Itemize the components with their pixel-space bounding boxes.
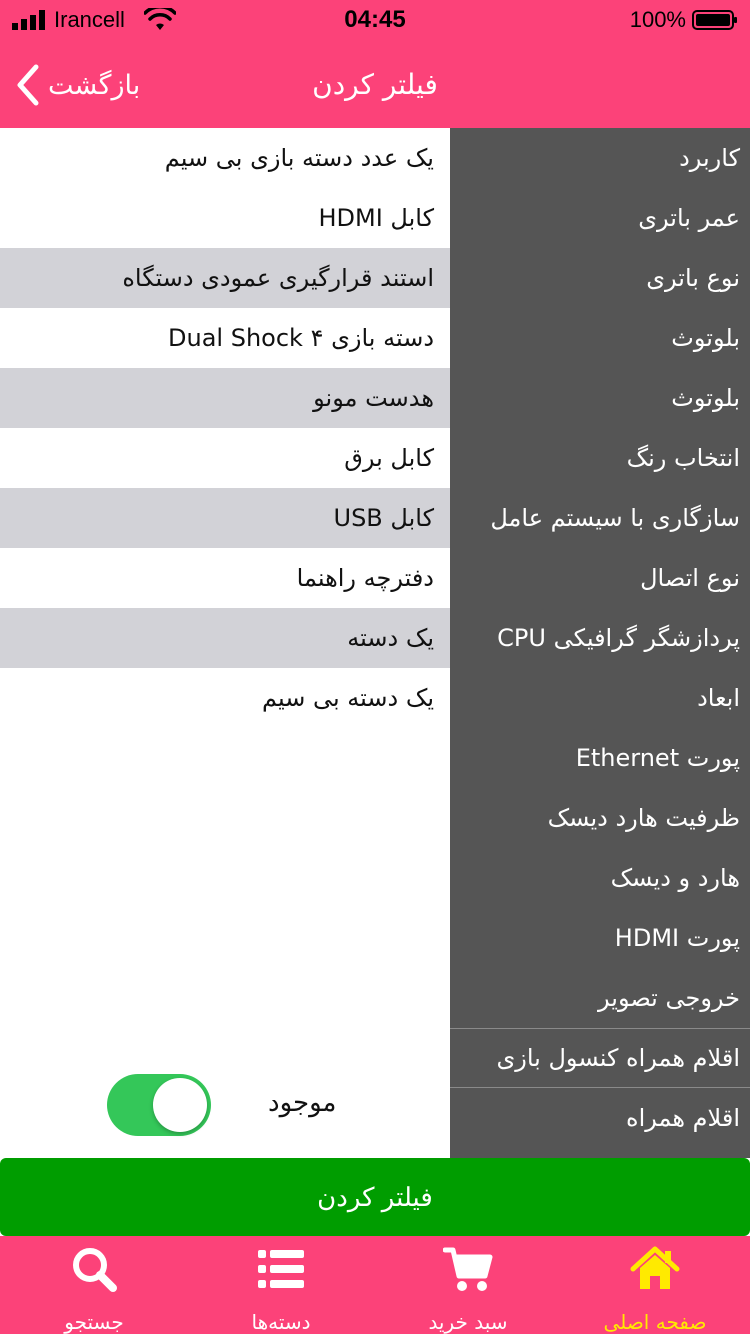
cart-icon [443,1244,493,1294]
battery-icon [692,10,738,30]
category-item[interactable]: نوع باتری [646,264,740,292]
tab-home[interactable] [561,1236,749,1334]
category-item[interactable]: کاربرد [679,144,740,172]
filter-value-item-selected[interactable]: هدست مونو [0,368,450,428]
category-item-active[interactable]: اقلام همراه کنسول بازی [450,1028,750,1088]
tab-label: سبد خرید [428,1310,508,1334]
category-item[interactable]: سازگاری با سیستم عامل [490,504,740,532]
back-label: بازگشت [48,69,141,101]
tab-search[interactable] [0,1236,188,1334]
status-time: 04:45 [344,6,406,33]
apply-filter-button[interactable]: فیلتر کردن [0,1158,750,1236]
availability-row [0,1068,450,1140]
home-icon [630,1244,680,1294]
tab-categories[interactable] [187,1236,375,1334]
carrier-name: Irancell [54,7,125,32]
availability-toggle[interactable] [107,1074,211,1136]
category-item[interactable]: پردازشگر گرافیکی CPU [497,624,740,652]
bottom-tab-bar [0,1236,750,1334]
tab-label: جستجو [64,1310,124,1334]
tab-label: دسته‌ها [251,1310,311,1334]
page-title: فیلتر کردن [312,68,438,101]
search-icon [69,1244,119,1294]
filter-value-item[interactable]: دفترچه راهنما [296,564,434,592]
filter-value-list [0,128,450,728]
filter-panel [0,128,750,1158]
toggle-knob [153,1078,207,1132]
filter-value-item[interactable]: یک دسته بی سیم [262,684,434,712]
filter-value-item[interactable]: دسته بازی ۴ Dual Shock [168,324,434,352]
filter-category-list [450,128,750,1158]
category-item[interactable]: بلوتوث [671,384,740,412]
category-item[interactable]: بلوتوث [671,324,740,352]
category-item[interactable]: عمر باتری [638,204,740,232]
battery-percent: 100% [629,7,686,32]
filter-value-item[interactable]: کابل HDMI [318,204,434,232]
filter-value-item[interactable]: کابل برق [344,444,434,472]
category-item[interactable]: خروجی تصویر [598,984,740,1012]
category-item[interactable]: ظرفیت هارد دیسک [547,804,740,832]
tab-cart[interactable] [374,1236,562,1334]
category-item[interactable]: اقلام همراه [626,1104,740,1132]
category-item[interactable]: پورت HDMI [614,924,740,952]
tab-label: صفحه اصلی [603,1310,707,1334]
filter-value-item[interactable]: یک عدد دسته بازی بی سیم [164,144,434,172]
list-icon [256,1244,306,1294]
filter-value-item-selected[interactable]: استند قرارگیری عمودی دستگاه [0,248,450,308]
category-item[interactable]: نوع اتصال [640,564,740,592]
availability-label: موجود [268,1088,337,1118]
status-bar [0,0,750,40]
category-item[interactable]: هارد و دیسک [610,864,740,892]
category-item[interactable]: ابعاد [697,684,740,712]
category-item[interactable]: پورت Ethernet [575,744,740,772]
header [0,0,750,128]
filter-value-item-selected[interactable]: یک دسته [0,608,450,668]
category-item[interactable]: انتخاب رنگ [626,444,740,472]
filter-value-item-selected[interactable]: کابل USB [0,488,450,548]
